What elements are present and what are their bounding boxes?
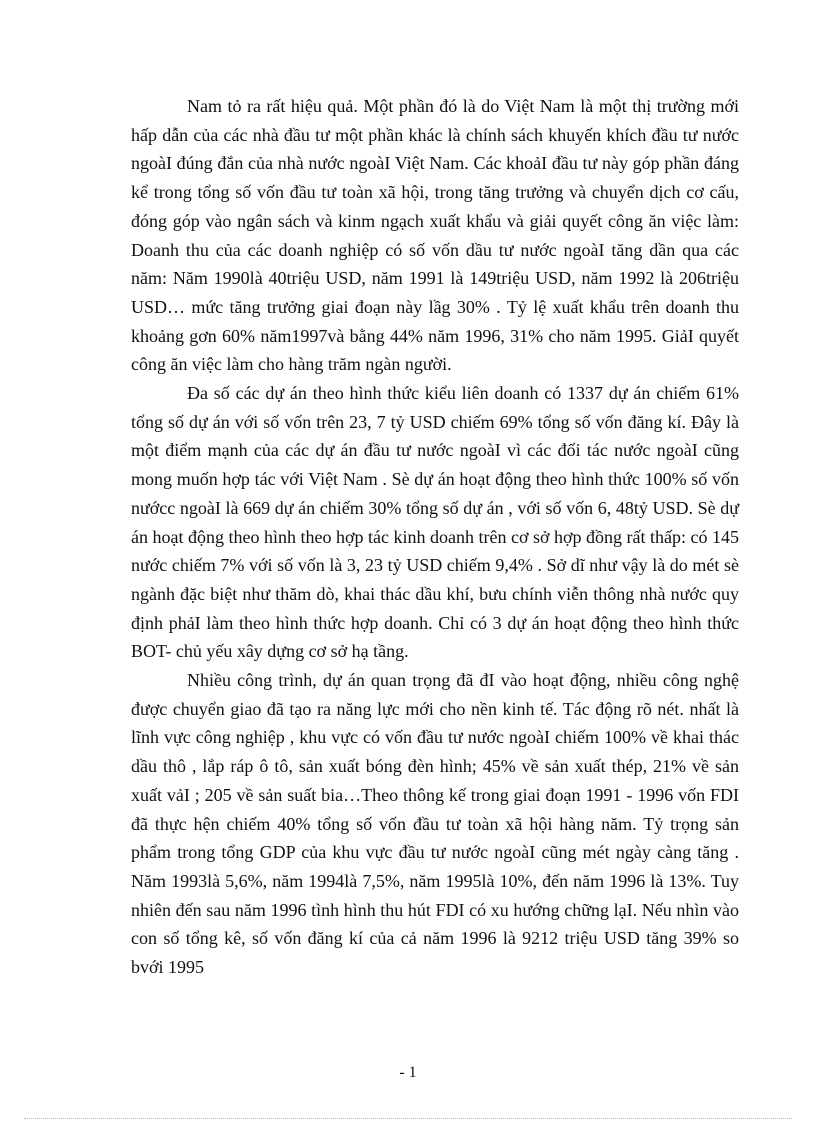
footer-divider — [24, 1118, 792, 1119]
paragraph-2: Đa số các dự án theo hình thức kiểu liên doanh có 1337 dự án chiếm 61% tổng số dự án với số vốn trên 23, 7 tỷ USD chiếm 69% tổng số vốn đăng kí. Đây là một điểm mạnh của các dự án đầu tư nước ngoàI vì các đối tác nước ngoàI cũng mong muốn hợp tác với Việt Nam . Sè dự án hoạt động theo hình thức 100% số vốn nướcc ngoàI là 669 dự án chiếm 30% tổng số dự án , với số vốn 6, 48tỷ USD. Sè dự án hoạt động theo hình theo hợp tác kinh doanh trên cơ sở hợp đồng rất thấp: có 145 nước chiếm 7% với số vốn là 3, 23 tỷ USD chiếm 9,4% . Sở dĩ như vậy là do mét sè ngành đặc biệt như thăm dò, khai thác dầu khí, bưu chính viễn thông nhà nước quy định phảI làm theo hình thức hợp doanh. Chỉ có 3 dự án hoạt động theo hình thức BOT- chủ yếu xây dựng cơ sở hạ tầng. — [131, 383, 739, 662]
paragraph-1: Nam tỏ ra rất hiệu quả. Một phần đó là do Việt Nam là một thị trường mới hấp dẫn của các nhà đầu tư một phần khác là chính sách khuyến khích đầu tư nước ngoàI đúng đắn của nhà nước ngoàI Việt Nam. Các khoảI đầu tư này góp phần đáng kể trong tổng số vốn đầu tư toàn xã hội, trong tăng trưởng và chuyển dịch cơ cấu, đóng góp vào ngân sách và kinm ngạch xuất khẩu và giải quyết công ăn việc làm: Doanh thu của các doanh nghiệp có số vốn dầu tư nước ngoàI tăng dần qua các năm: Năm 1990là 40triệu USD, năm 1991 là 149triệu USD, năm 1992 là 206triệu USD… mức tăng trưởng giai đoạn này lầg 30% . Tỷ lệ xuất khẩu trên doanh thu khoảng gơn 60% năm1997và bằng 44% năm 1996, 31% cho năm 1995. GiảI quyết công ăn việc làm cho hàng trăm ngàn người. — [131, 96, 739, 375]
body-text — [131, 92, 739, 982]
page-number: - 1 — [399, 1064, 417, 1081]
paragraph-3: Nhiều công trình, dự án quan trọng đã đI vào hoạt động, nhiều công nghệ được chuyển giao đã tạo ra năng lực mới cho nền kinh tế. Tác động rõ nét. nhất là lĩnh vực công nghiệp , khu vực có vốn đầu tư nước ngoàI chiếm 100% về khai thác dầu thô , lắp ráp ô tô, sản xuất bóng đèn hình; 45% về sản xuất thép, 21% về sản xuất vảI ; 205 về sản suất bia…Theo thông kế trong giai đoạn 1991 - 1996 vốn FDI đã thực hện chiếm 40% tổng số vốn đầu tư toàn xã hội hàng năm. Tỷ trọng sản phẩm trong tổng GDP của khu vực đầu tư nước ngoàI cũng mét ngày càng tăng . Năm 1993là 5,6%, năm 1994là 7,5%, năm 1995là 10%, đến năm 1996 là 13%. Tuy nhiên đến sau năm 1996 tình hình thu hút FDI có xu hướng chững lạI. Nếu nhìn vào con số tổng kê, số vốn đăng kí của cả năm 1996 là 9212 triệu USD tăng 39% so bvới 1995 — [131, 670, 739, 978]
